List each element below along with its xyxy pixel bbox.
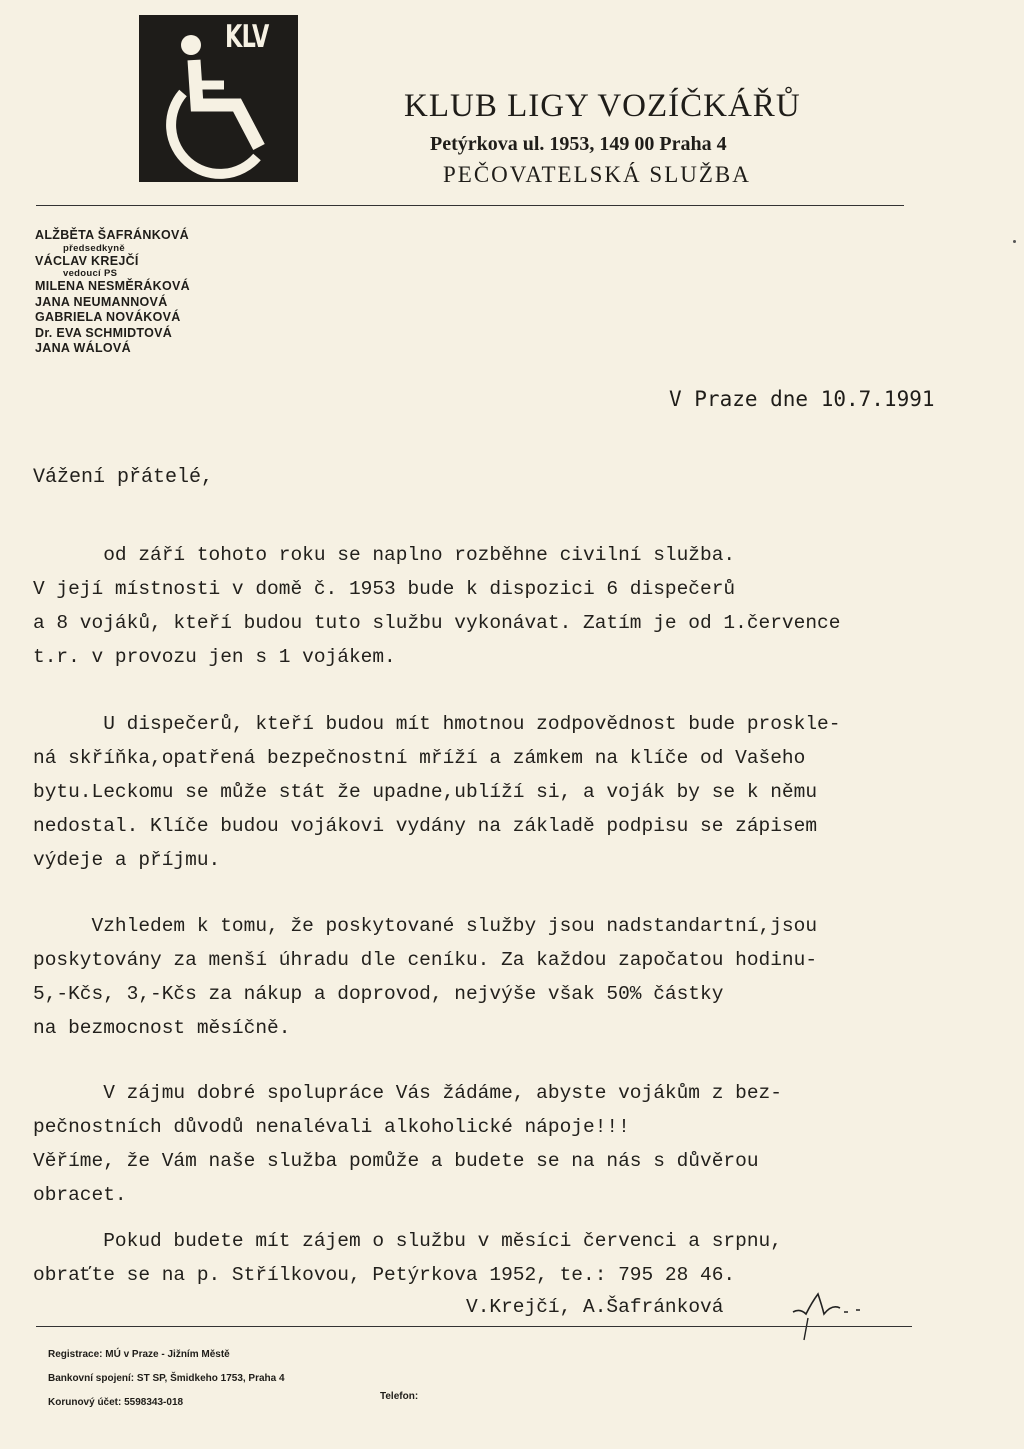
club-name: KLUB LIGY VOZÍČKÁŘŮ <box>404 88 801 124</box>
staff-role: předsedkyně <box>63 242 125 254</box>
klv-logo <box>139 15 298 182</box>
logo-text: KLV <box>225 19 269 55</box>
club-service: PEČOVATELSKÁ SLUŽBA <box>443 162 751 187</box>
footer-phone: Telefon: <box>380 1391 419 1402</box>
staff-name: JANA WÁLOVÁ <box>35 341 131 355</box>
staff-name: ALŽBĚTA ŠAFRÁNKOVÁ <box>35 228 190 242</box>
footer-info <box>48 1343 285 1415</box>
paragraph-contact: Pokud budete mít zájem o službu v měsíci červenci a srpnu, obraťte se na p. Střílkovou, Petýrkova 1952, te.: 795 28 46. <box>33 1230 782 1286</box>
staff-name: JANA NEUMANNOVÁ <box>35 294 168 309</box>
club-address: Petýrkova ul. 1953, 149 00 Praha 4 <box>430 133 727 155</box>
paragraph-alcohol: V zájmu dobré spolupráce Vás žádáme, abyste vojákům z bez- pečnostních důvodů nenalévali alkoholické nápoje!!! Věříme, že Vám naše služba pomůže a budete se na nás s důvěrou obracet. <box>33 1082 782 1206</box>
paragraph-keys: U dispečerů, kteří budou mít hmotnou zodpovědnost bude proskle- ná skříňka,opatřená bezpečnostní mříží a zámkem na klíče od Vašeho bytu.Leckomu se může stát že upadne,ublíží si, a voják by se k němu nedostal. Klíče budou vojákovi vydány na základě podpisu se zápisem výdeje a příjmu. <box>33 713 841 871</box>
wheelchair-icon <box>139 15 298 182</box>
greeting: Vážení přátelé, <box>33 466 214 489</box>
staff-name: GABRIELA NOVÁKOVÁ <box>35 310 181 324</box>
staff-name: VÁCLAV KREJČÍ <box>35 253 139 268</box>
letter-date: V Praze dne 10.7.1991 <box>669 387 935 411</box>
header-divider <box>36 205 904 206</box>
paragraph-civil-service: od září tohoto roku se naplno rozběhne civilní služba. V její místnosti v domě č. 1953 bude k dispozici 6 dispečerů a 8 vojáků, kteří budou tuto službu vykonávat. Zatím je od 1.července t.r. v provozu jen s 1 vojákem. <box>33 544 841 668</box>
handwritten-signature <box>788 1284 878 1344</box>
staff-name: MILENA NESMĚRÁKOVÁ <box>35 279 190 293</box>
staff-name: Dr. EVA SCHMIDTOVÁ <box>35 325 173 340</box>
signatories: V.Krejčí, A.Šafránková <box>466 1296 724 1318</box>
footer-registration: Registrace: MÚ v Praze - Jižním Městě <box>48 1349 230 1360</box>
footer-bank: Bankovní spojení: ST SP, Šmidkeho 1753, Praha 4 <box>48 1373 285 1384</box>
paper-speck <box>1013 240 1016 243</box>
staff-list <box>35 228 255 357</box>
staff-role: vedoucí PS <box>63 268 118 279</box>
footer-divider <box>36 1326 912 1327</box>
paragraph-fees: Vzhledem k tomu, že poskytované služby jsou nadstandartní,jsou poskytovány za menší úhradu dle ceníku. Za každou započatou hodinu- 5,-Kčs, 3,-Kčs za nákup a doprovod, nejvýše však 50% částky na bezmocnost měsíčně. <box>33 915 818 1039</box>
footer-account: Korunový účet: 5598343-018 <box>48 1397 184 1408</box>
